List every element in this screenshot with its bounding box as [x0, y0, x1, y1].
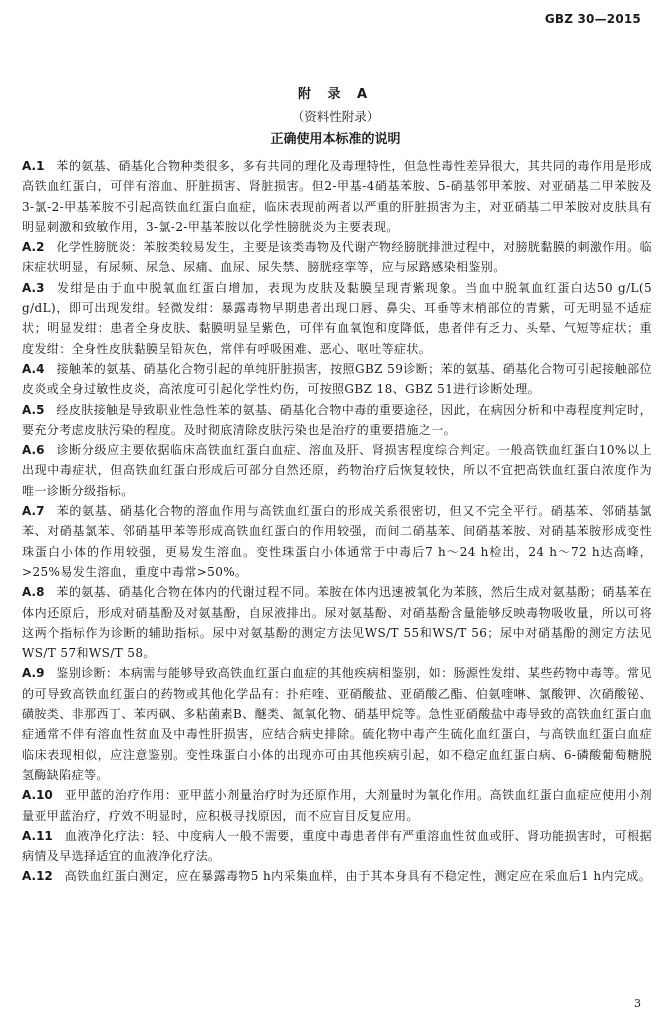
clause-text: 苯的氨基、硝基化合物在体内的代谢过程不同。苯胺在体内迅速被氧化为苯胲，然后生成对氨基酚；硝基苯在体内还原后，形成对硝基酚及对氨基酚，自尿液排出。尿对氨基酚、对硝基酚含量能够反映毒物吸收量，所以可将这两个指标作为诊断的辅助指标。尿中对氨基酚的测定方法见WS/T 55和WS/T 56；尿中对硝基酚的测定方法见WS/T 57和WS/T 58。 — [22, 585, 652, 661]
clause-text: 鉴别诊断：本病需与能够导致高铁血红蛋白血症的其他疾病相鉴别，如：肠源性发绀、某些药物中毒等。常见的可导致高铁血红蛋白的药物或其他化学品有：扑疟喹、亚硝酸盐、亚硝酸乙酯、伯氨喹啉、氯酸钾、次硝酸铋、磺胺类、非那西丁、苯丙砜、多粘菌素B、醚类、氮氧化物、硝基甲烷等。急性亚硝酸盐中毒导致的高铁血红蛋白血症通常不伴有溶血性贫血及中毒性肝损害，应结合病史排除。硫化物中毒产生硫化血红蛋白，与高铁血红蛋白血症临床表现相似，应注意鉴别。变性珠蛋白小体的出现亦可由其他疾病引起，如不稳定血红蛋白病、6-磷酸葡萄糖脱氢酶缺陷症等。 — [22, 666, 652, 782]
standard-code: GBZ 30—2015 — [544, 12, 641, 26]
clause-text: 诊断分级应主要依据临床高铁血红蛋白血症、溶血及肝、肾损害程度综合判定。一般高铁血红蛋白10%以上出现中毒症状，但高铁血红蛋白形成后可部分自然还原，药物治疗后恢复较快，所以不宜把高铁血红蛋白浓度作为唯一诊断分级指标。 — [22, 443, 652, 498]
clause-text: 血液净化疗法：轻、中度病人一般不需要，重度中毒患者伴有严重溶血性贫血或肝、肾功能损害时，可根据病情及早选择适宜的血液净化疗法。 — [22, 828, 652, 864]
clause-number: A.4 — [22, 361, 45, 376]
appendix-title: 附 录 A — [297, 87, 374, 102]
paragraph-a4 — [22, 359, 652, 400]
appendix-heading — [0, 84, 671, 152]
clause-text: 经皮肤接触是导致职业性急性苯的氨基、硝基化合物中毒的重要途径，因此，在病因分析和中毒程度判定时，要充分考虑皮肤污染的程度。及时彻底清除皮肤污染也是治疗的重要措施之一。 — [22, 402, 652, 437]
clause-number: A.12 — [22, 869, 53, 884]
paragraph-a9 — [22, 663, 652, 785]
appendix-heading-text: 正确使用本标准的说明 — [270, 132, 401, 147]
paragraph-a1 — [22, 156, 652, 237]
clause-number: A.5 — [22, 402, 45, 417]
paragraph-a3 — [22, 278, 652, 359]
paragraph-a7 — [22, 501, 652, 582]
page-number: 3 — [634, 997, 641, 1010]
document-body — [22, 156, 652, 887]
paragraph-a8 — [22, 582, 652, 663]
clause-text: 化学性膀胱炎：苯胺类较易发生，主要是该类毒物及代谢产物经膀胱排泄过程中，对膀胱黏膜的刺激作用。临床症状明显，有尿频、尿急、尿痛、血尿、尿失禁、膀胱痉挛等，应与尿路感染相鉴别。 — [22, 240, 652, 275]
paragraph-a11 — [22, 826, 652, 867]
paragraph-a5 — [22, 400, 652, 441]
clause-number: A.11 — [22, 828, 53, 843]
clause-number: A.10 — [22, 788, 53, 803]
appendix-subtitle: （资料性附录） — [291, 109, 380, 124]
paragraph-a6 — [22, 440, 652, 501]
paragraph-a12 — [22, 866, 652, 886]
clause-number: A.1 — [22, 159, 45, 173]
clause-number: A.2 — [22, 240, 45, 255]
clause-text: 高铁血红蛋白测定，应在暴露毒物5 h内采集血样，由于其本身具有不稳定性，测定应在采血后1 h内完成。 — [64, 869, 652, 884]
clause-number: A.7 — [22, 504, 45, 519]
clause-number: A.8 — [22, 585, 45, 600]
clause-text: 亚甲蓝的治疗作用：亚甲蓝小剂量治疗时为还原作用，大剂量时为氧化作用。高铁血红蛋白血症应使用小剂量亚甲蓝治疗，疗效不明显时，应积极寻找原因，而不应盲目反复应用。 — [22, 788, 652, 823]
clause-number: A.3 — [22, 280, 45, 295]
clause-text: 发绀是由于血中脱氧血红蛋白增加，表现为皮肤及黏膜呈现青紫现象。当血中脱氧血红蛋白达50 g/L(5 g/dL)，即可出现发绀。轻微发绀：暴露毒物早期患者出现口唇、鼻尖、耳垂等末梢部位的青紫，可无明显不适症状；明显发绀：患者全身皮肤、黏膜明显呈紫色，可伴有血氧饱和度降低，患者伴有乏力、头晕、气短等症状；重度发绀：全身性皮肤黏膜呈铅灰色，常伴有呼吸困难、恶心、呕吐等症状。 — [22, 280, 652, 356]
paragraph-a2 — [22, 237, 652, 278]
clause-text: 苯的氨基、硝基化合物的溶血作用与高铁血红蛋白的形成关系很密切，但又不完全平行。硝基苯、邻硝基氯苯、对硝基氯苯、邻硝基甲苯等形成高铁血红蛋白的作用较强，而间二硝基苯、间硝基苯胺、对硝基苯胺形成变性珠蛋白小体的作用较强，更易发生溶血。变性珠蛋白小体通常于中毒后7 h～24 h检出，24 h～72 h达高峰，>25%易发生溶血，重度中毒常>50%。 — [22, 504, 652, 579]
paragraph-a10 — [22, 785, 652, 826]
clause-text: 苯的氨基、硝基化合物种类很多，多有共同的理化及毒理特性，但急性毒性差异很大，其共同的毒作用是形成高铁血红蛋白，可伴有溶血、肝脏损害、肾脏损害。但2-甲基-4硝基苯胺、5-硝基邻甲苯胺、对亚硝基二甲苯胺及3-氯-2-甲基苯胺不引起高铁血红蛋白血症，临床表现前两者以严重的肝脏损害为主，对亚硝基二甲苯胺对皮肤具有明显刺激和致敏作用，3-氯-2-甲基苯胺以化学性膀胱炎为主要表现。 — [22, 159, 652, 234]
clause-number: A.9 — [22, 666, 45, 681]
clause-number: A.6 — [22, 443, 45, 458]
clause-text: 接触苯的氨基、硝基化合物引起的单纯肝脏损害，按照GBZ 59诊断；苯的氨基、硝基化合物可引起接触部位皮炎或全身过敏性皮炎，高浓度可引起化学性灼伤，可按照GBZ 18、GBZ 51进行诊断处理。 — [22, 361, 652, 397]
